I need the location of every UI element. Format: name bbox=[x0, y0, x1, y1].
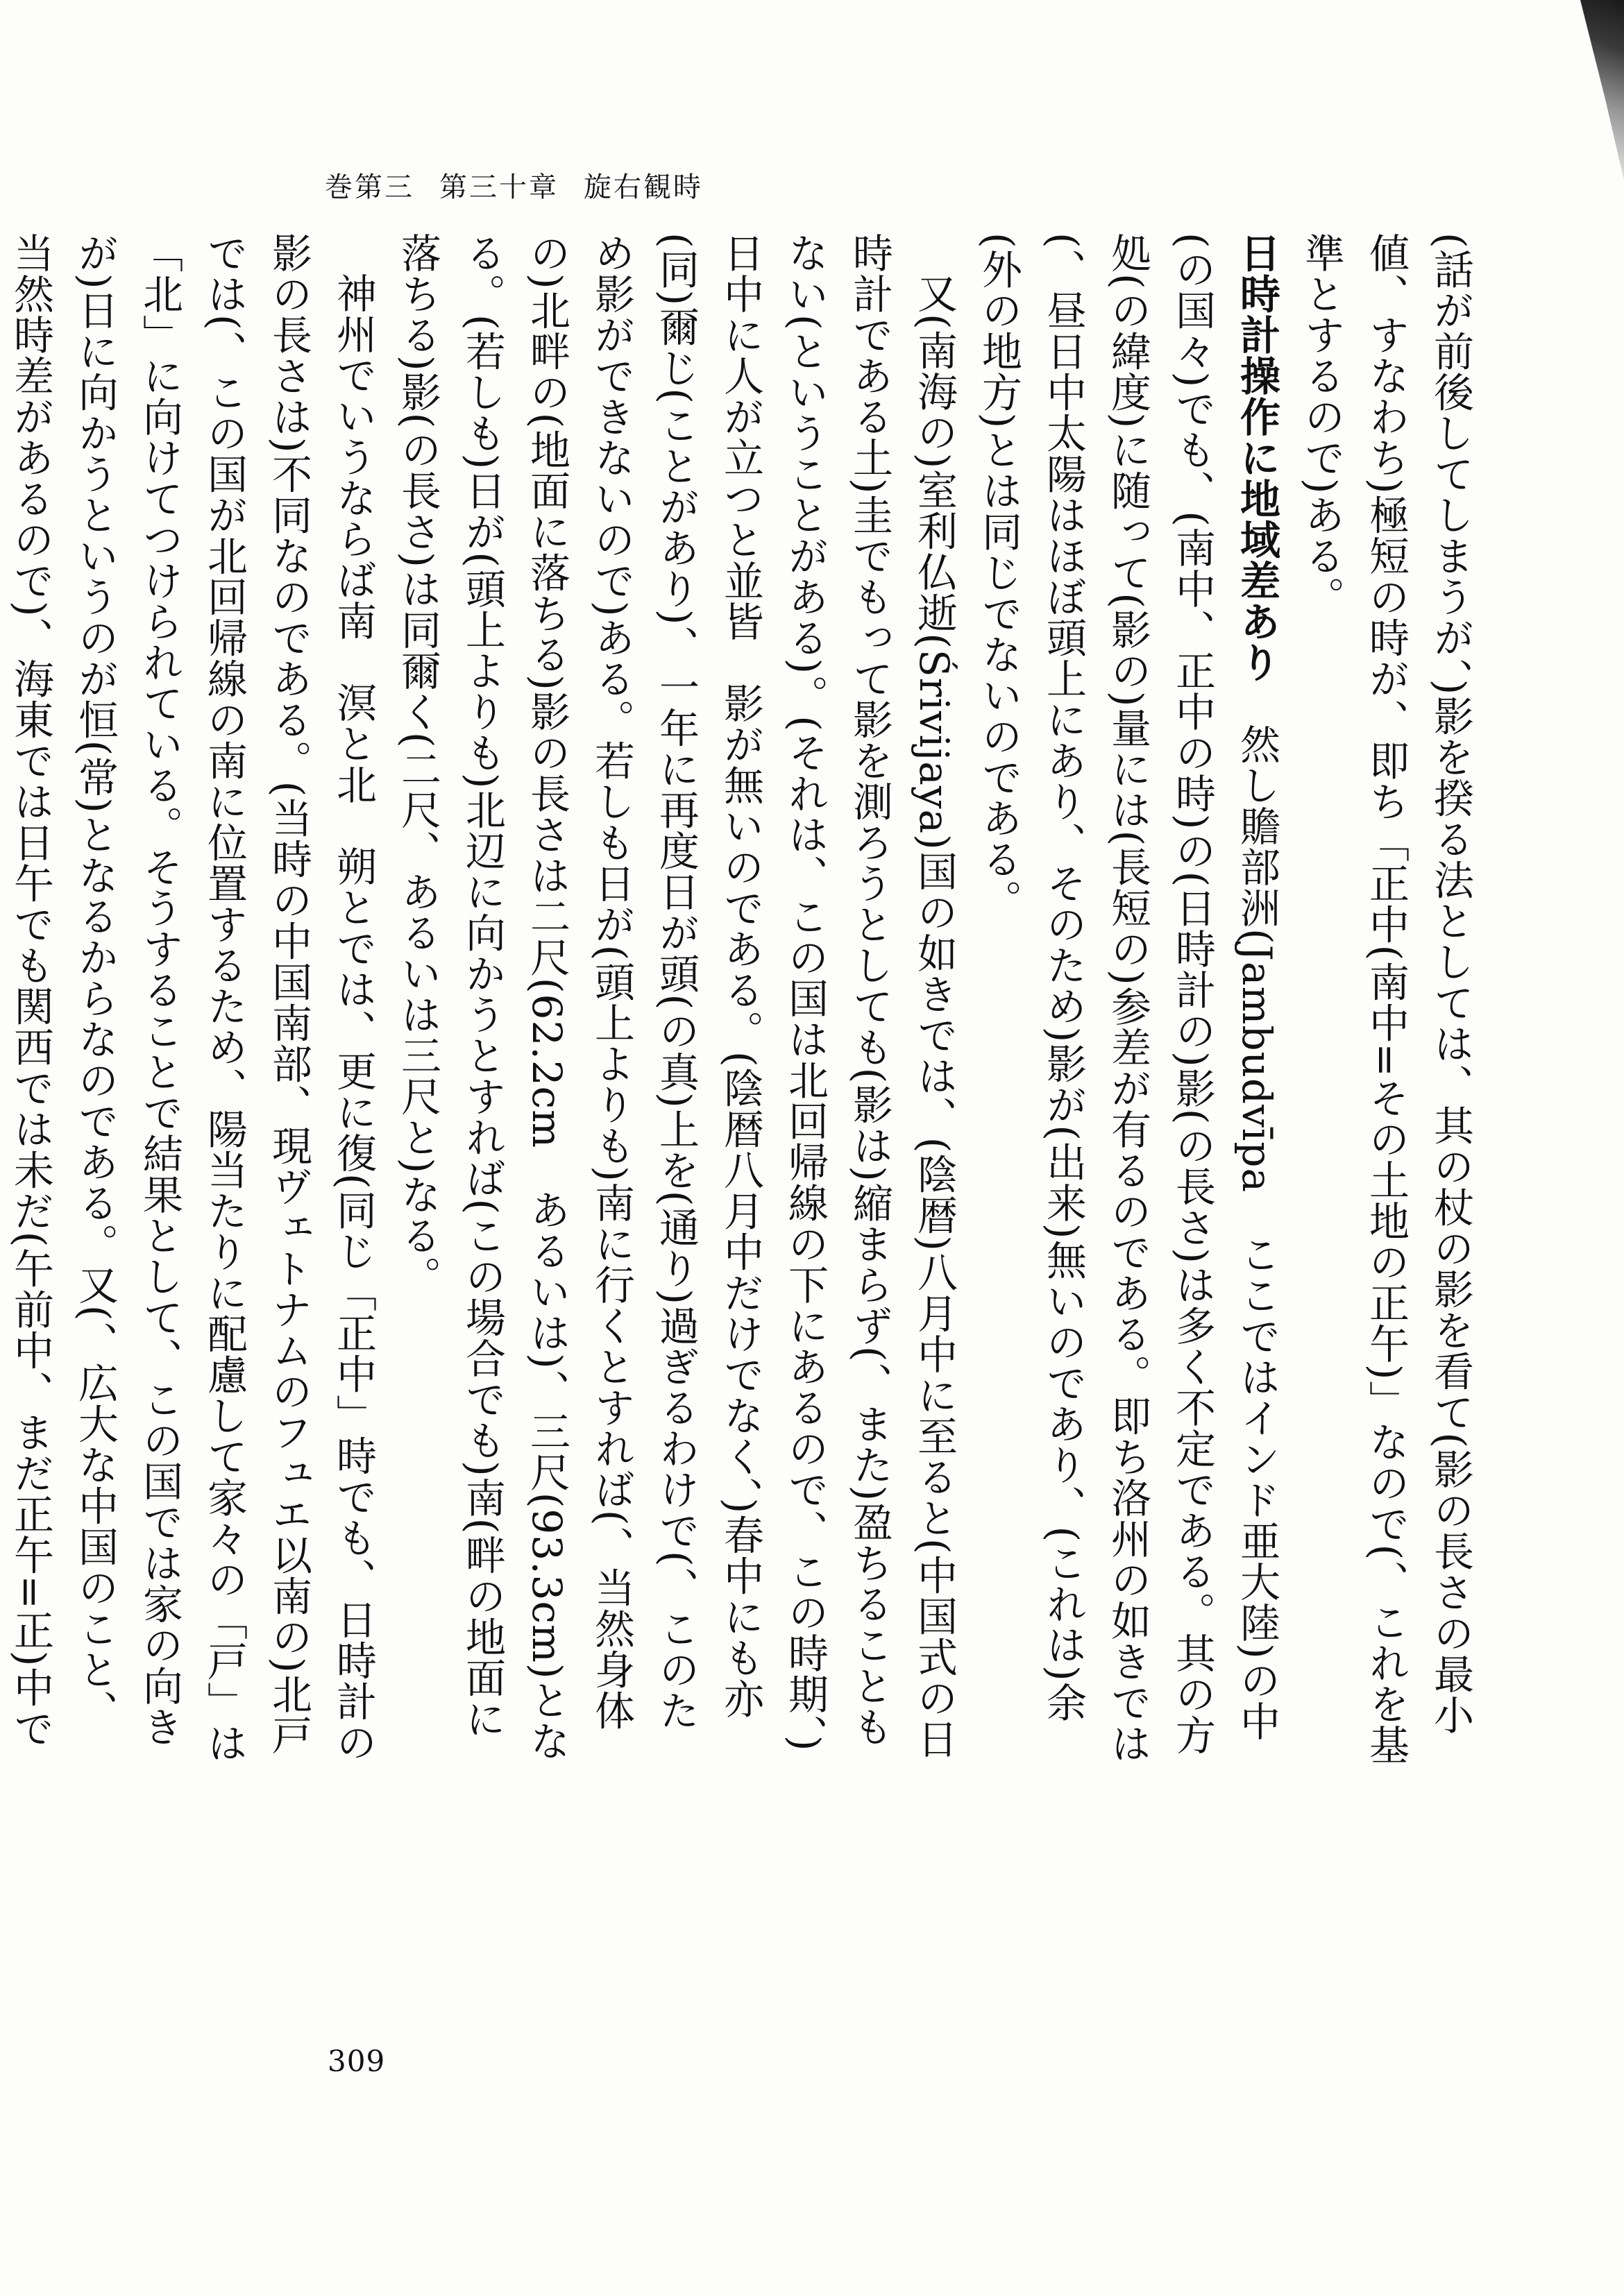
paragraph-srivijaya: 又(南海の)室利仏逝(Śrivijaya)国の如きでは、(陰暦)八月中に至ると(中国式の日時計である土)圭でもって影を測ろうとしても(影は)縮まらず(、また)盈ちることもない(ということがある)。(それは、この国は北回帰線の下にあるので、この時期、)日中に人が立つと並皆 影が無いのである。(陰暦八月中だけでなく、)春中にも亦(同)爾じ(ことがあり)、一年に再度日が頭(の真)上を(通り)過ぎるわけで(、このため影ができないので)ある。若しも日が(頭上よりも)南に行くとすれば(、当然身体の)北畔の(地面に落ちる)影の長さは二尺(62.2cm あるいは)、三尺(93.3cm)となる。(若しも)日が(頭上よりも)北辺に向かうとすれば(この場合でも)南(畔の地面に落ちる)影(の長さ)は同爾く(二尺、あるいは三尺と)なる。 bbox=[394, 232, 958, 1762]
running-head-title: 旋右観時 bbox=[584, 171, 703, 203]
section-heading: 日時計操作に地域差あり bbox=[1233, 232, 1280, 683]
running-head-volume: 巻第三 bbox=[325, 171, 414, 203]
body-text bbox=[7, 232, 1482, 1766]
running-head bbox=[325, 165, 728, 205]
paragraph-section bbox=[966, 232, 1289, 1766]
paragraph-shenzhou: 神州でいうならば南 溟と北 朔とでは、更に復(同じ「正中」時でも、日時計の影の長さは)不同なのである。(当時の中国南部、現ヴェトナムのフュエ以南の)北戸では(、この国が北回帰線の南に位置するため、陽当たりに配慮して家々の「戸」は「北」に向けてつけられている。そうすることで結果として、この国では家の向きが)日に向かうというのが恒(常)となるからなのである。又(、広大な中国のこと、当然時差があるので)、海東では日午でも関西では未だ(午前中、まだ正午=正)中で bbox=[7, 232, 377, 1764]
paragraph-continuation: (話が前後してしまうが、)影を揆る法としては、其の杖の影を看て(影の長さの最小値、すなわち)極短の時が、即ち「正中(南中=その土地の正午)」なので(、これを基準とするので)ある。 bbox=[1298, 232, 1474, 1766]
running-head-chapter: 第三十章 bbox=[439, 171, 559, 203]
section-text: 然し贍部洲(Jambudvīpa ここではインド亜大陸)の中(の国々)でも、(南中、正中の時)の(日時計の)影(の長さ)は多く不定である。其の方処(の緯度)に随って(影の)量には(長短の)参差が有るのである。即ち洛州の如きでは(、昼日中太陽はほぼ頭上にあり、そのため)影が(出来)無いのであり、(これは)余(外の地方)とは同じでないのである。 bbox=[975, 232, 1280, 1764]
scan-shadow bbox=[1562, 0, 1624, 180]
page-number: 309 bbox=[328, 2044, 386, 2078]
